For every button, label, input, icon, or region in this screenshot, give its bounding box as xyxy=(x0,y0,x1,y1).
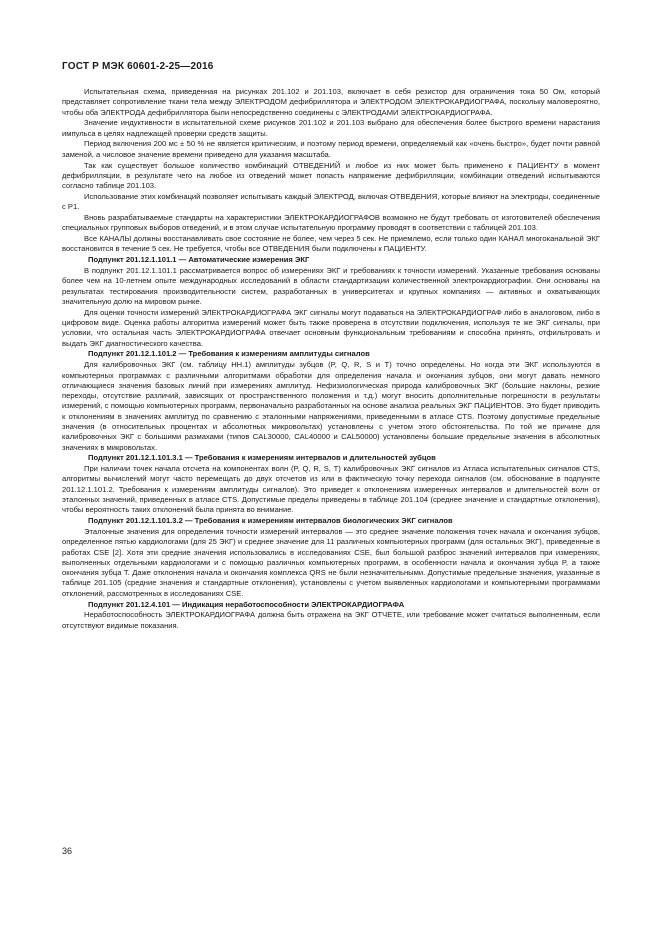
paragraph: Использование этих комбинаций позволяет испытывать каждый ЭЛЕКТРОД, включая ОТВЕДЕНИЯ, которые влияют на электроды, соединенные с Р1. xyxy=(62,191,600,212)
paragraph: Эталонные значения для определения точности измерений интервалов — это среднее значение положения точек начала и окончания зубцов, определенное пятью кардиологами (для 25 ЭКГ) и среднее значение для 11 различных компьютерных программ (для остальных ЭКГ), приведенные в работах CSE [2]. Хотя эти средние значения использовались в исследованиях CSE, был большой разброс значений интервалов при измерениях, выполненных отдельными кардиологами и с помощью различных компьютерных программ, в особенности начала и окончания зубца P, а также окончания зубца T. Даже отклонения начала и окончания комплекса QRS не были незначительными. Допустимые предельные значения, указанные в таблице 201.105 (средние значения и стандартные отклонения), установлены с учетом выявленных кардиологами и компьютерными программами отклонений, рассмотренных в исследованиях CSE. xyxy=(62,526,600,598)
paragraph: Период включения 200 мс ± 50 % не является критическим, и поэтому период времени, определяемый как «очень быстро», будет почти равной заменой, а числовое значение времени приведено для указания масштаба. xyxy=(62,139,600,159)
subsection-heading: Подпункт 201.12.1.101.3.2 — Требования к измерениям интервалов биологических ЭКГ сигналов xyxy=(88,516,453,526)
paragraph: Значение индуктивности в испытательной схеме рисунков 201.102 и 201.103 выбрано для обеспечения более быстрого времени нарастания импульса в целях надлежащей проверки средств защиты. xyxy=(62,118,600,138)
paragraph: В подпункт 201.12.1.101.1 рассматривается вопрос об измерениях ЭКГ и требованиях к точности измерений. Указанные требования основаны более чем на 10-летнем опыте международных исследований в области стандартизации количественной электрокардиографии. Они основаны на результатах тестирования производительности систем, разработанных в университетах и крупных компаниях — активных и охватывающих значительную долю на мировом рынке. xyxy=(62,266,600,306)
subsection-heading: Подпункт 201.12.1.101.2 — Требования к измерениям амплитуды сигналов xyxy=(88,349,370,359)
paragraph: Все КАНАЛЫ должны восстанавливать свое состояние не более, чем через 5 сек. Не приемлемо, если только один КАНАЛ многоканальной ЭКГ восстановится в течение 5 сек. Не требуется, чтобы все ОТВЕДЕНИЯ были подключены к ПАЦИЕНТУ. xyxy=(62,234,600,254)
paragraph: Неработоспособность ЭЛЕКТРОКАРДИОГРАФА должна быть отражена на ЭКГ ОТЧЕТЕ, или требование может считаться выполненным, если отсутствуют видимые показания. xyxy=(62,610,600,630)
standard-title: ГОСТ Р МЭК 60601-2-25—2016 xyxy=(62,61,214,72)
paragraph: Так как существует большое количество комбинаций ОТВЕДЕНИЙ и любое из них может быть применено к ПАЦИЕНТУ в момент дефибрилляции, в результате чего на любое из отведений может попасть напряжение дефибрилляции, комбинации отведений испытываются согласно таблице 201.103. xyxy=(62,160,600,191)
document-body xyxy=(62,87,600,631)
subsection-heading: Подпункт 201.12.1.101.3.1 — Требования к измерениям интервалов и длительностей зубцов xyxy=(88,453,436,463)
paragraph: Для калибровочных ЭКГ (см. таблицу НН.1) амплитуды зубцов (P, Q, R, S и T) точно определены. Но когда эти ЭКГ используются в компьютерных программах с различными алгоритмами обработки для определения начала и окончания зубцов, они могут давать немного отличающиеся значения базовых линий при измерениях амплитуд. Нефизиологическая природа калибровочных ЭКГ (большие наклоны, резкие переходы, отсутствие различий, зависящих от пространственного положения и т.д.) могут вносить дополнительные погрешности в результаты измерений, с помощью компьютерных программ, первоначально разработанных на основе анализа реальных ЭКГ ПАЦИЕНТОВ. Это будет приводить к отклонениям в значениях амплитуд по сравнению с эталонными напряжениями, приведенными в атласе CTS. Поэтому допустимые предельные значения (в относительных процентах и абсолютных микровольтах) установлены с учетом этого обстоятельства. По той же причине для калибровочных ЭКГ с большими размахами (типов CAL30000, CAL40000 и CAL50000) установлены большие предельные значения в абсолютных значениях в микровольтах. xyxy=(62,360,600,452)
paragraph: Для оценки точности измерений ЭЛЕКТРОКАРДИОГРАФА ЭКГ сигналы могут подаваться на ЭЛЕКТРОКАРДИОГРАФ либо в аналоговом, либо в цифровом виде. Оценка работы алгоритма измерений может быть также проверена в отсутствии подключения, используя те же ЭКГ сигналы, при условии, что остальная часть ЭЛЕКТРОКАРДИОГРАФА отвечает основным функциональным требованиям и способна принять, отфильтровать и выдать ЭКГ диагностического качества. xyxy=(62,307,600,348)
subsection-heading: Подпункт 201.12.4.101 — Индикация неработоспособности ЭЛЕКТРОКАРДИОГРАФА xyxy=(88,599,405,609)
paragraph: Вновь разрабатываемые стандарты на характеристики ЭЛЕКТРОКАРДИОГРАФОВ возможно не будут требовать от изготовителей обеспечения специальных групповых выборов отведений, и в этом случае испытательную программу проводят в соответствии с таблицей 201.103. xyxy=(62,213,600,233)
paragraph: При наличии точек начала отсчета на компонентах волн (P, Q, R, S, T) калибровочных ЭКГ сигналов из Атласа испытательных сигналов CTS, алгоритмы вычислений могут часто перемещать до двух отсчетов из или в фактическую точку перехода сигналов (см. обоснование в подпункте 201.12.1.101.2. Требования к измерениям амплитуды сигналов). Это приведет к отклонениям измеренных интервалов и длительностей волн от эталонных значений, приведенных в атласе CTS. Допустимые пределы приведены в таблице 201.104 (среднее значение и стандартные отклонения), чтобы вероятность таких отклонений была принята во внимание. xyxy=(62,464,600,515)
subsection-heading: Подпункт 201.12.1.101.1 — Автоматические измерения ЭКГ xyxy=(88,255,310,265)
paragraph: Испытательная схема, приведенная на рисунках 201.102 и 201.103, включает в себя резистор для ограничения тока 50 Ом, который представляет сопротивление ткани тела между ЭЛЕКТРОДОМ дефибриллятора и ЭЛЕКТРОДОМ ЭЛЕКТРОКАРДИОГРАФА, поскольку маловероятно, чтобы оба ЭЛЕКТРОДА дефибриллятора были непосредственно соединены с ЭЛЕКТРОДАМИ ЭЛЕКТРОКАРДИОГРАФА. xyxy=(62,87,600,117)
page-number: 36 xyxy=(62,846,73,856)
